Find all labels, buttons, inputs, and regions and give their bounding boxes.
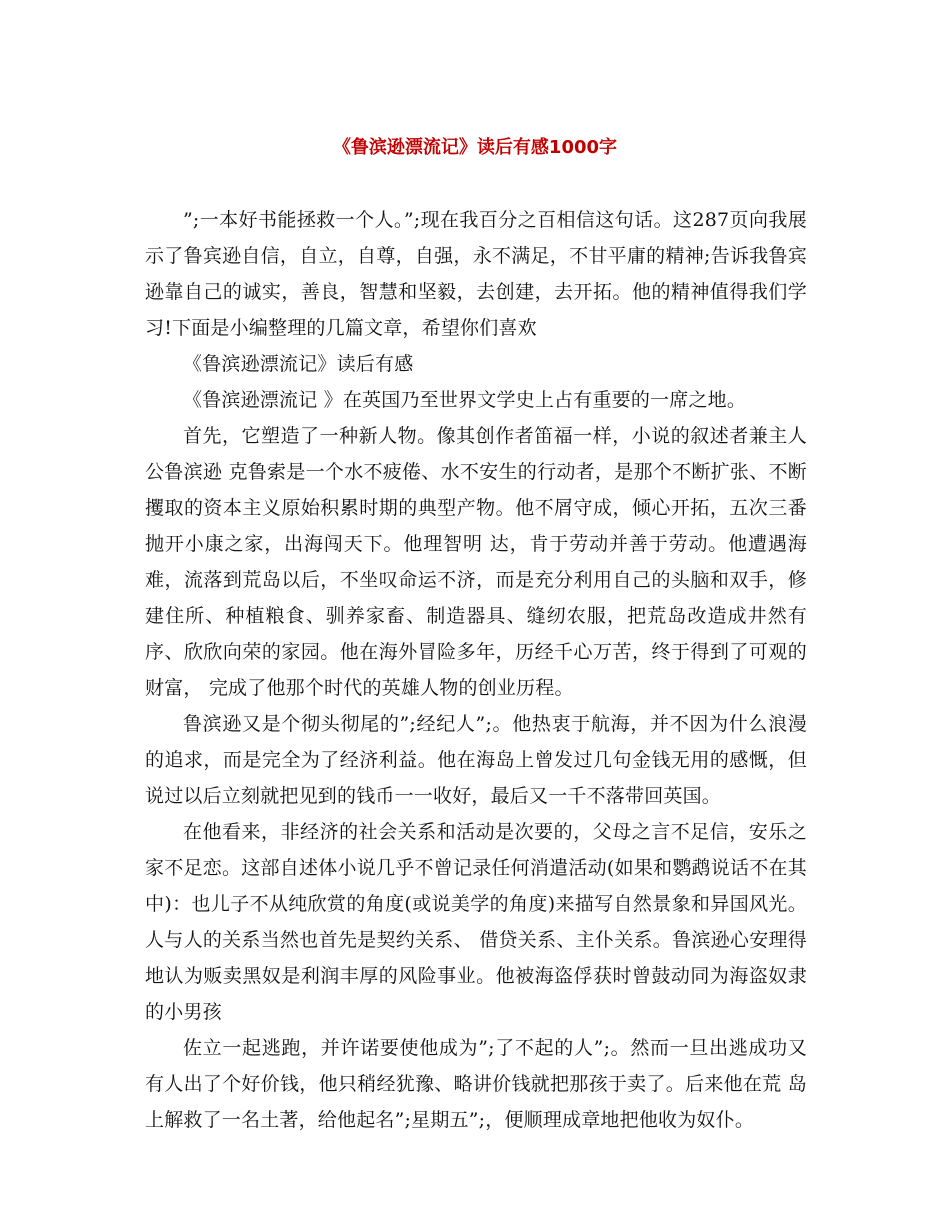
paragraph-importance: 《鲁滨逊漂流记 》在英国乃至世界文学史上占有重要的一席之地。 xyxy=(183,389,747,411)
paragraph-subtitle: 《鲁滨逊漂流记》读后有感 xyxy=(183,353,414,375)
paragraph-new-character: 首先，它塑造了一种新人物。像其创作者笛福一样，小说的叙述者兼主人公鲁滨逊 克鲁索是一个水不疲倦、水不安生的行动者，是那个不断扩张、不断攫取的资本主义原始积累时期的典型产物。他不屑守成，倾心开拓，五次三番抛开小康之家，出海闯天下。他理智明 达，肯于劳动并善于劳动。他遭遇海难，流落到荒岛以后，不坐叹命运不济，而是充分利用自己的头脑和双手，修建住所、种植粮食、驯养家畜、制造器具、缝纫农服，把荒岛改造成井然有序、欣欣向荣的家园。他在海外冒险多年，历经千心万苦，终于得到了可观的财富， 完成了他那个时代的英雄人物的创业历程。 xyxy=(145,425,807,699)
paragraph-intro: ”;一本好书能拯救一个人。”;现在我百分之百相信这句话。这287页向我展示了鲁宾逊自信，自立，自尊，自强，永不满足，不甘平庸的精神;告诉我鲁宾逊靠自己的诚实，善良，智慧和坚毅，去创建，去开拓。他的精神值得我们学习!下面是小编整理的几篇文章，希望你们喜欢 xyxy=(145,209,807,339)
paragraph-economic-man: 鲁滨逊又是个彻头彻尾的”;经纪人”;。他热衷于航海，并不因为什么浪漫的追求，而是完全为了经济利益。他在海岛上曾发过几句金钱无用的感慨，但说过以后立刻就把见到的钱币一一收好，最后又一千不落带回英国。 xyxy=(145,713,807,807)
paragraph-social-relations: 在他看来，非经济的社会关系和活动是次要的，父母之言不足信，安乐之家不足恋。这部自述体小说几乎不曾记录任何消遣活动(如果和鹦鹉说话不在其中)：也儿子不从纯欣赏的角度(或说美学的角度)来描写自然景象和异国风光。人与人的关系当然也首先是契约关系、 借贷关系、主仆关系。鲁滨逊心安理得地认为贩卖黑奴是利润丰厚的风险事业。他被海盗俘获时曾鼓动同为海盗奴隶的小男孩 xyxy=(145,821,807,1023)
document-title: 《鲁滨逊漂流记》读后有感1000字 xyxy=(332,137,618,158)
document-body xyxy=(145,202,807,1138)
paragraph-friday: 佐立一起逃跑，并许诺要使他成为”;了不起的人”;。然而一旦出逃成功又有人出了个好价钱，他只稍经犹豫、略讲价钱就把那孩于卖了。后来他在荒 岛上解救了一名土著，给他起名”;星期五”;，便顺理成章地把他收为奴仆。 xyxy=(145,1037,807,1131)
